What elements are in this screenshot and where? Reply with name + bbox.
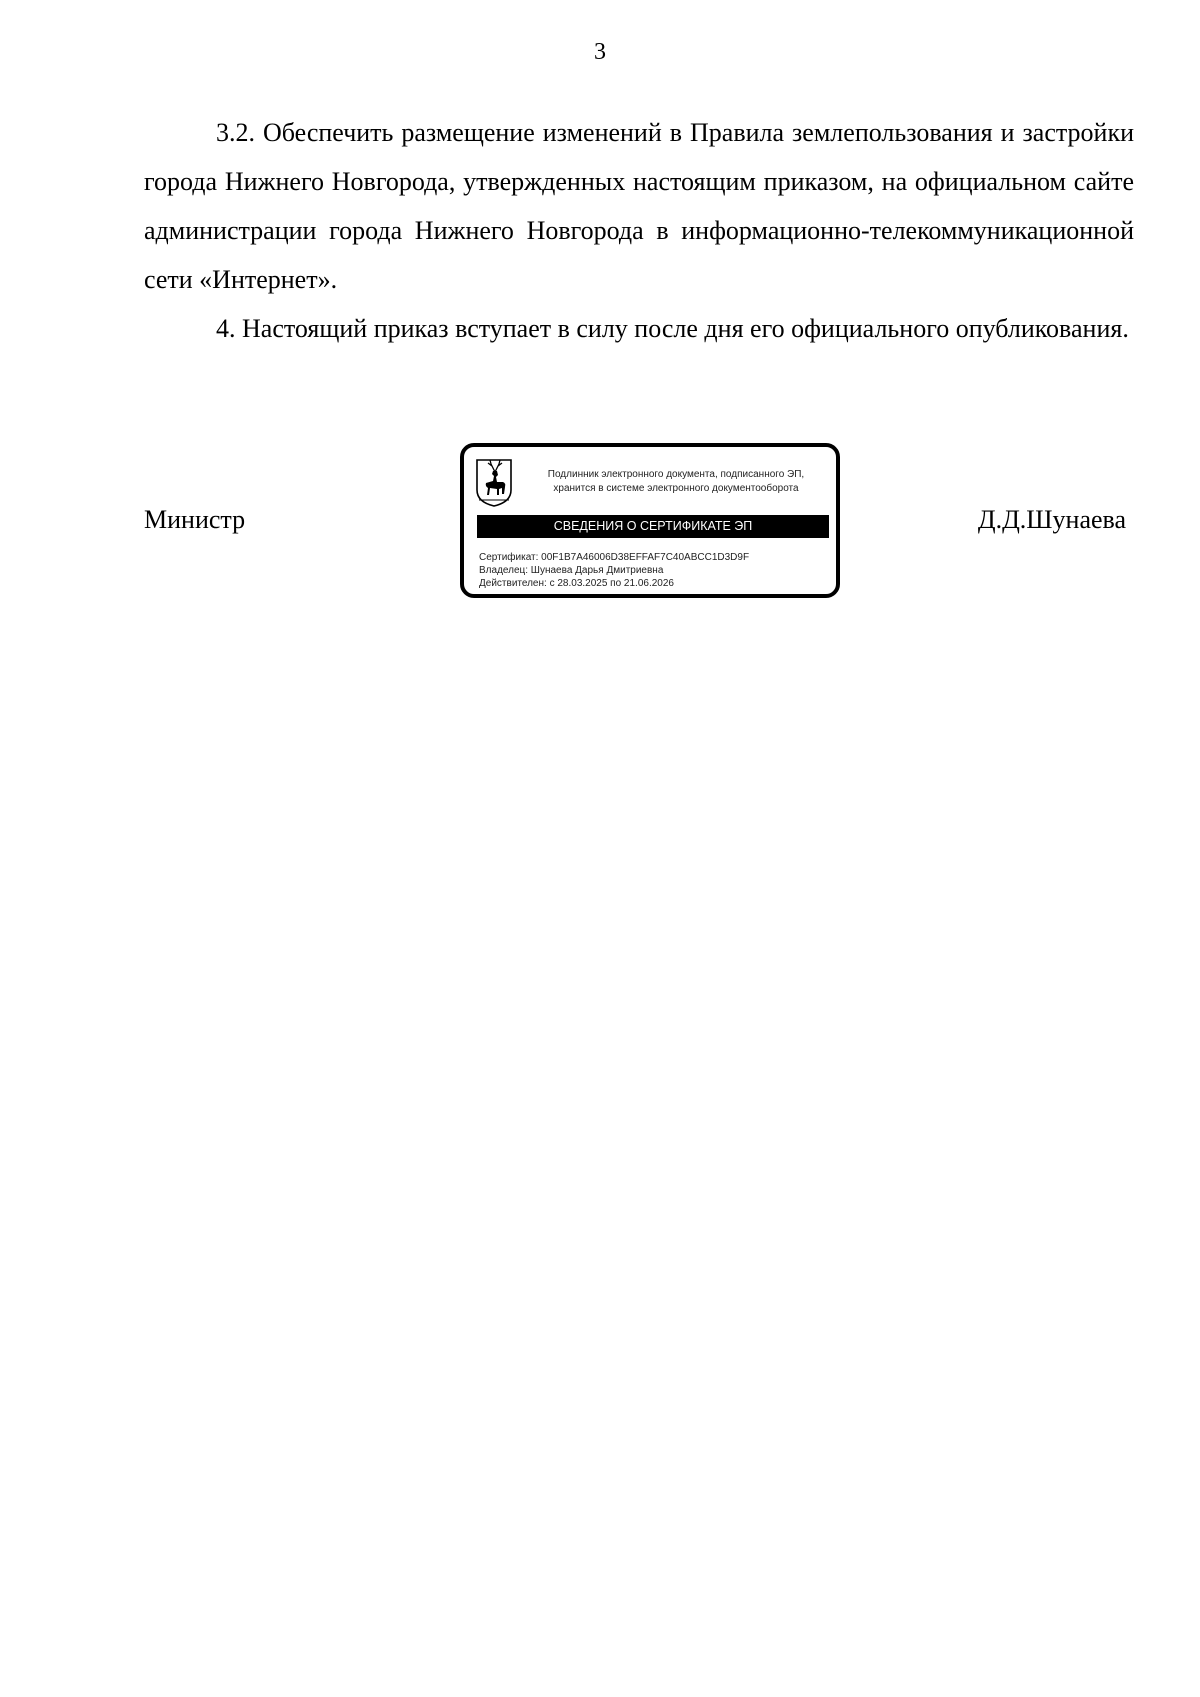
paragraph-3-2: 3.2. Обеспечить размещение изменений в Правила землепользования и застройки города Нижнего Новгорода, утвержденных настоящим приказом, на официальном сайте администрации города Нижнего Новгорода в информационно-телекоммуникационной сети «Интернет». — [144, 118, 1134, 294]
electronic-signature-stamp — [460, 443, 840, 598]
certificate-number: Сертификат: 00F1B7A46006D38EFFAF7C40ABCC1D3D9F — [479, 552, 750, 563]
stamp-notice — [526, 468, 826, 496]
certificate-validity: Действителен: с 28.03.2025 по 21.06.2026 — [479, 578, 674, 589]
certificate-details — [479, 551, 749, 590]
paragraph-4: 4. Настоящий приказ вступает в силу после дня его официального опубликования. — [216, 314, 1129, 343]
signatory-name: Д.Д.Шунаева — [977, 505, 1126, 534]
stamp-notice-line-2: хранится в системе электронного документооборота — [553, 483, 799, 494]
document-body — [144, 108, 1134, 353]
page-number: 3 — [594, 39, 606, 65]
stamp-notice-line-1: Подлинник электронного документа, подписанного ЭП, — [547, 469, 805, 480]
certificate-owner: Владелец: Шунаева Дарья Дмитриевна — [479, 565, 664, 576]
signatory-title: Министр — [144, 505, 246, 534]
coat-of-arms-deer-icon — [475, 458, 513, 508]
stamp-header: СВЕДЕНИЯ О СЕРТИФИКАТЕ ЭП — [477, 515, 829, 538]
